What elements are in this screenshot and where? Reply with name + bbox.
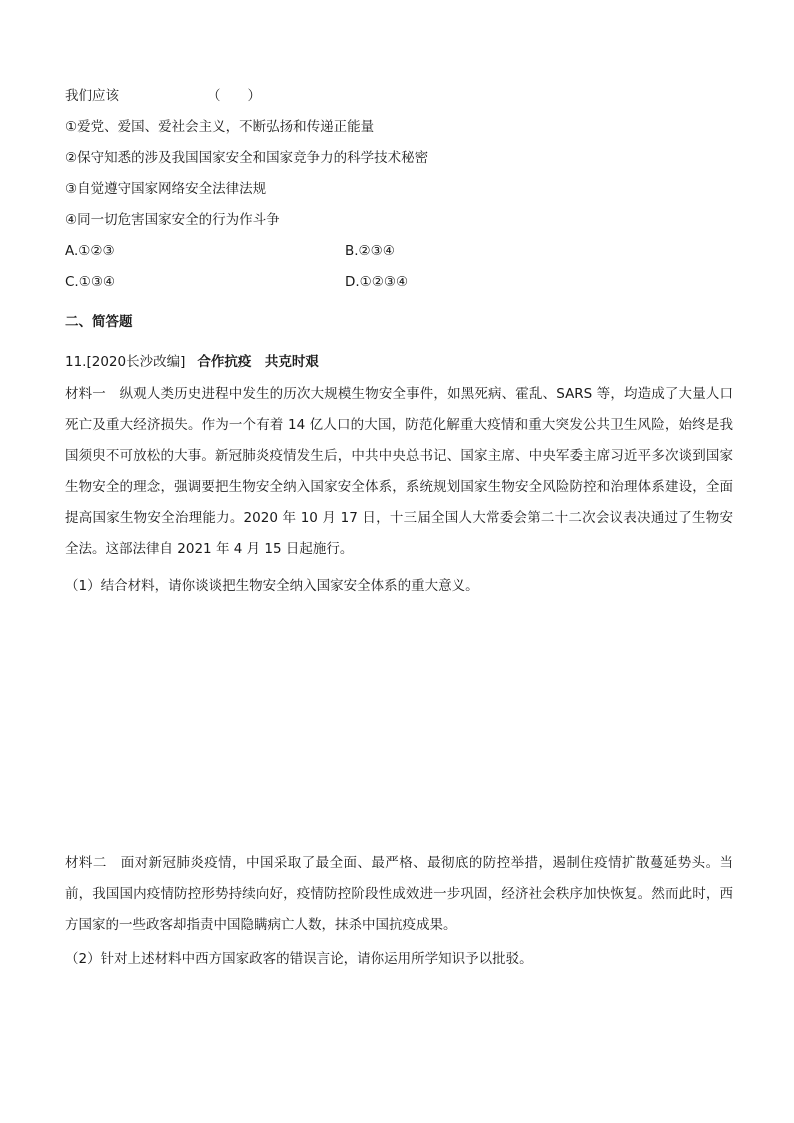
option-b: B.②③④ — [345, 243, 395, 259]
stem-text: 我们应该 — [65, 88, 119, 104]
statement-1: ①爱党、爱国、爱社会主义，不断弘扬和传递正能量 — [65, 119, 375, 135]
option-c: C.①③④ — [65, 274, 116, 290]
section-title: 二、简答题 — [65, 314, 133, 330]
question-stem — [65, 87, 261, 105]
option-a: A.①②③ — [65, 243, 115, 259]
sub-question-2: （2）针对上述材料中西方国家政客的错误言论，请你运用所学知识予以批驳。 — [65, 951, 533, 967]
question-header — [65, 353, 319, 371]
option-d: D.①②③④ — [345, 274, 409, 290]
sub-question-1: （1）结合材料，请你谈谈把生物安全纳入国家安全体系的重大意义。 — [65, 578, 479, 594]
statement-4: ④同一切危害国家安全的行为作斗争 — [65, 212, 280, 228]
question-topic: 合作抗疫 共克时艰 — [197, 354, 319, 370]
answer-paren: （ ） — [207, 88, 261, 104]
statement-3: ③自觉遵守国家网络安全法律法规 — [65, 181, 267, 197]
material-2: 材料二 面对新冠肺炎疫情，中国采取了最全面、最严格、最彻底的防控举措，遏制住疫情扩散蔓延势头。当前，我国国内疫情防控形势持续向好，疫情防控阶段性成效进一步巩固，经济社会秩序加快恢复。然而此时，西方国家的一些政客却指责中国隐瞒病亡人数，抹杀中国抗疫成果。 — [65, 855, 733, 933]
material-1: 材料一 纵观人类历史进程中发生的历次大规模生物安全事件，如黑死病、霍乱、SARS 等，均造成了大量人口死亡及重大经济损失。作为一个有着 14 亿人口的大国，防范化解重大疫情和重大突发公共卫生风险，始终是我国须臾不可放松的大事。新冠肺炎疫情发生后，中共中央总书记、国家主席、中央军委主席习近平多次谈到国家生物安全的理念，强调要把生物安全纳入国家安全体系，系统规划国家生物安全风险防控和治理体系建设，全面提高国家生物安全治理能力。2020 年 10 月 17 日，十三届全国人大常委会第二十二次会议表决通过了生物安全法。这部法律自 2021 年 4 月 15 日起施行。 — [65, 386, 733, 557]
statement-2: ②保守知悉的涉及我国国家安全和国家竞争力的科学技术秘密 — [65, 150, 429, 166]
question-source: 11.[2020长沙改编] — [65, 354, 186, 370]
